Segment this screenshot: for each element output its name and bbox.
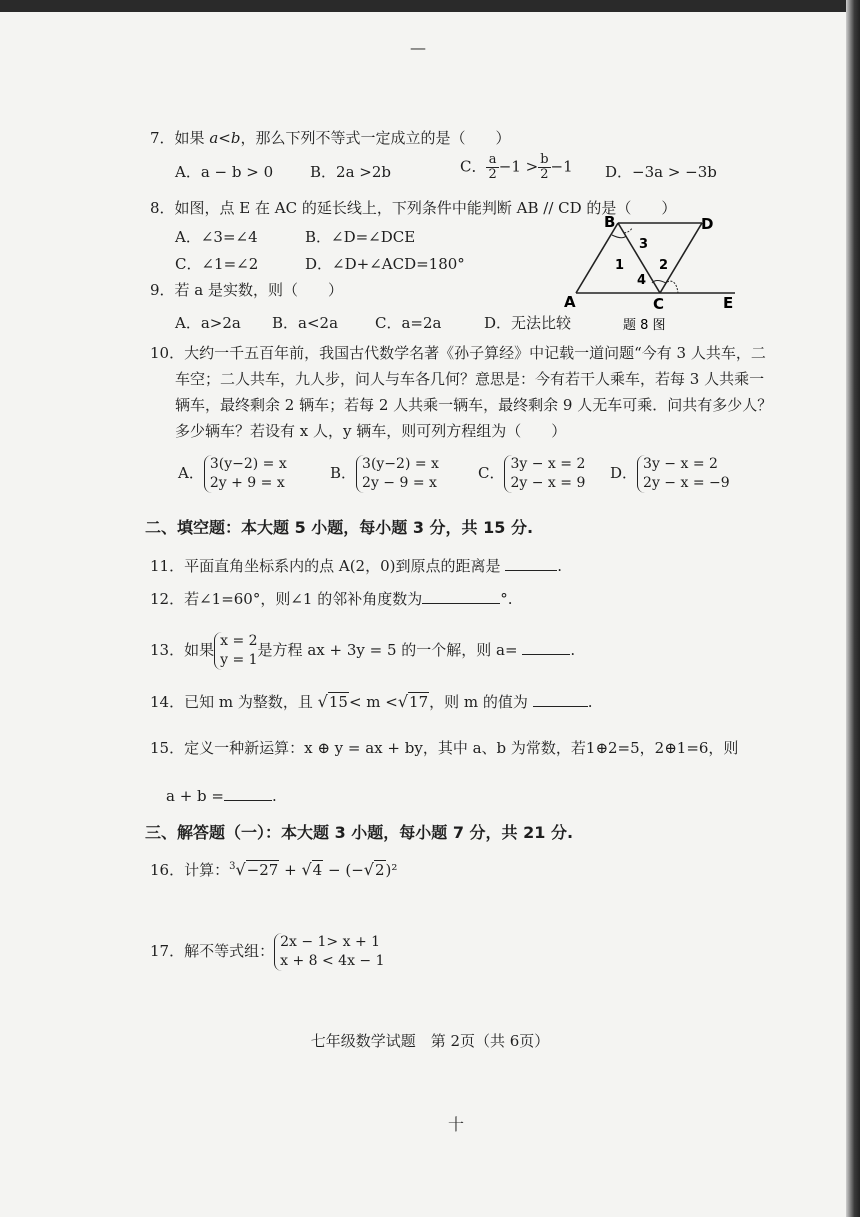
point-e-label: E <box>723 294 734 312</box>
q8-option-b: B．∠D=∠DCE <box>305 228 416 246</box>
q7-option-a: A．a − b > 0 <box>175 163 274 181</box>
q10-option-b: B． 3(y−2) = x 2y − 9 = x <box>330 456 439 491</box>
bottom-mark: 十 <box>448 1115 465 1134</box>
arc-angle-3 <box>624 228 632 233</box>
q10-option-d: D． 3y − x = 2 2y − x = −9 <box>610 456 730 491</box>
q10-line-1: 10．大约一千五百年前，我国古代数学名著《孙子算经》中记载一道问题“今有 3 人共车，二 <box>150 344 766 362</box>
q8-option-c: C．∠1=∠2 <box>175 255 259 273</box>
q12-answer-blank[interactable] <box>422 589 500 604</box>
section-2-heading: 二、填空题：本大题 5 小题，每小题 3 分，共 15 分. <box>145 518 534 537</box>
point-d-label: D <box>701 215 714 233</box>
header-mark: — <box>410 38 426 57</box>
q8-figure <box>560 208 750 333</box>
q10-line-2: 车空；二人共车，九人步，问人与车各几何？意思是：今有若干人乘车，若每 3 人共乘一 <box>175 370 765 388</box>
angle-2-label: 2 <box>659 258 669 273</box>
q15-answer-blank[interactable] <box>224 786 272 801</box>
page-footer: 七年级数学试题 第 2页（共 6页） <box>310 1032 550 1050</box>
q11: 11．平面直角坐标系内的点 A(2，0)到原点的距离是 . <box>150 557 563 575</box>
point-b-label: B <box>604 213 616 231</box>
figure-caption: 题 8 图 <box>623 318 666 333</box>
q10-option-a: A． 3(y−2) = x 2y + 9 = x <box>178 456 287 491</box>
q7-option-b: B．2a >2b <box>310 163 391 181</box>
q8-option-d: D．∠D+∠ACD=180° <box>305 255 465 273</box>
arc-angle-2 <box>667 281 678 293</box>
q7-option-c: C． $\frac{a}{2}$ −1 > $\frac{b}{2}$ −1 <box>460 152 573 182</box>
q11-answer-blank[interactable] <box>505 556 557 571</box>
q8-stem: 8．如图，点 E 在 AC 的延长线上，下列条件中能判断 AB // CD 的是（ ） <box>150 199 677 217</box>
q15-line-2: a + b = . <box>166 787 277 805</box>
q13-answer-blank[interactable] <box>522 640 570 655</box>
q16: 16．计算：$^3$√−27 + √4 − (−√2)² <box>150 860 398 879</box>
q14: 14．已知 m 为整数，且 √15< m <√17，则 m 的值为 . <box>150 692 593 711</box>
point-c-label: C <box>653 295 665 313</box>
q9-option-c: C．a=2a <box>375 314 442 332</box>
q7-option-d: D．−3a > −3b <box>605 163 717 181</box>
q7-stem: 7．如果 a<b，那么下列不等式一定成立的是（ ） <box>150 129 511 147</box>
q10-line-4: 多少辆车？若设有 x 人，y 辆车，则可列方程组为（ ） <box>175 422 567 440</box>
q13: 13．如果 x = 2 y = 1 是方程 ax + 3y = 5 的一个解，则 a= . <box>150 633 576 668</box>
q17: 17．解不等式组： 2x − 1> x + 1 x + 8 < 4x − 1 <box>150 934 385 969</box>
angle-1-label: 1 <box>615 258 625 273</box>
q9-stem: 9．若 a 是实数，则（ ） <box>150 281 344 299</box>
arc-angle-1 <box>612 235 626 238</box>
q9-option-b: B．a<2a <box>272 314 339 332</box>
q9-option-a: A．a>2a <box>175 314 241 332</box>
q8-option-a: A．∠3=∠4 <box>175 228 258 246</box>
angle-3-label: 3 <box>639 237 649 252</box>
segment-ab <box>576 223 618 293</box>
q15-line-1: 15．定义一种新运算：x ⊕ y = ax + by，其中 a、b 为常数，若1⊕2=5，2⊕1=6，则 <box>150 739 739 757</box>
q10-line-3: 辆车，最终剩余 2 辆车；若每 2 人共乘一辆车，最终剩余 9 人无车可乘．问共有多少人？ <box>175 396 773 414</box>
q9-option-d: D．无法比较 <box>484 314 572 332</box>
q10-option-c: C． 3y − x = 2 2y − x = 9 <box>478 456 586 491</box>
section-3-heading: 三、解答题（一）：本大题 3 小题，每小题 7 分，共 21 分. <box>145 823 574 842</box>
q12: 12．若∠1=60°，则∠1 的邻补角度数为 °. <box>150 590 513 608</box>
q14-answer-blank[interactable] <box>533 692 588 707</box>
angle-4-label: 4 <box>637 273 647 288</box>
point-a-label: A <box>564 293 576 311</box>
